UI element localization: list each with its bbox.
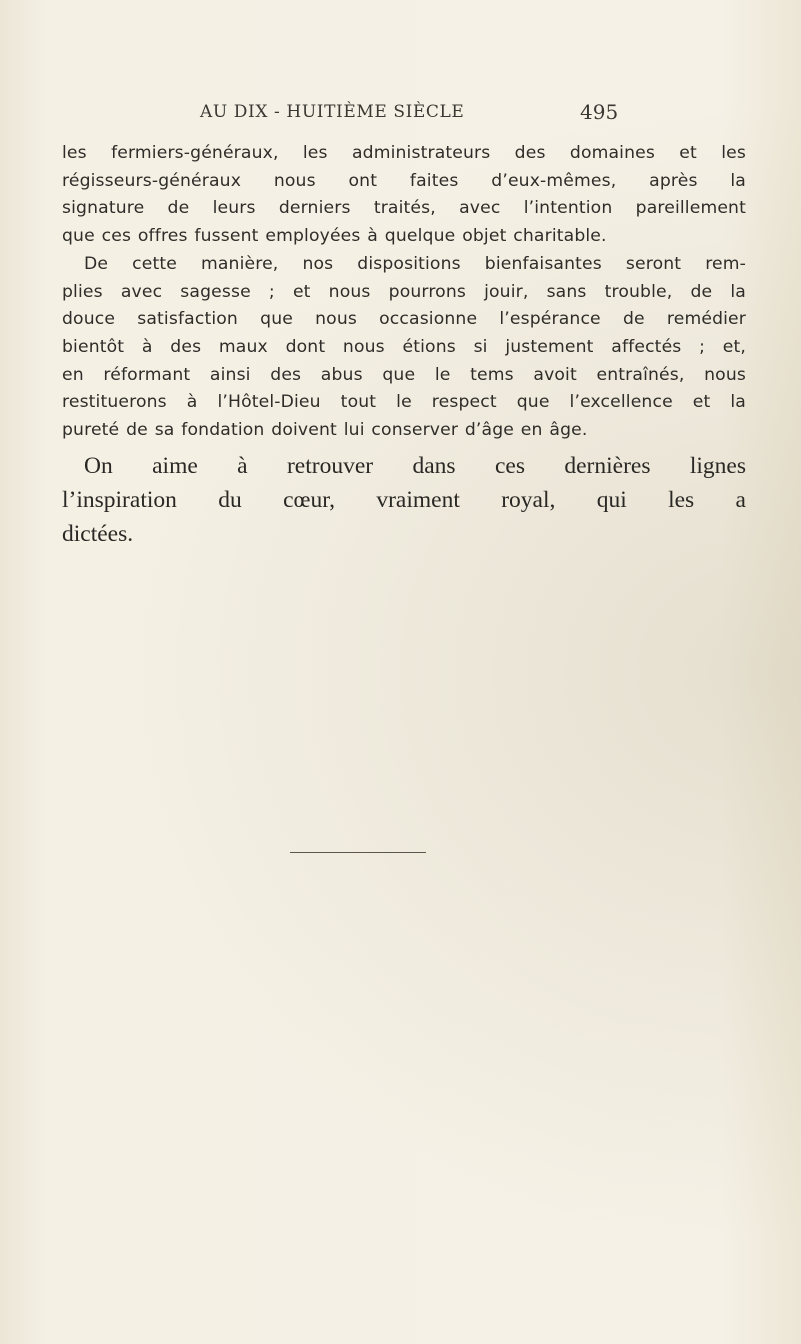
text-line: pureté de sa fondation doivent lui conserver d’âge en âge. xyxy=(62,420,588,441)
text-line: restituerons à l’Hôtel-Dieu tout le respect que l’excellence et la xyxy=(62,392,746,413)
page-number: 495 xyxy=(580,100,619,124)
text-line: l’inspiration du cœur, vraiment royal, qui les a xyxy=(62,486,746,513)
text-line: que ces offres fussent employées à quelque objet charitable. xyxy=(62,226,607,247)
paragraph-decree-continued xyxy=(62,140,746,251)
text-line: en réformant ainsi des abus que le tems avoit entraînés, nous xyxy=(62,364,746,385)
text-line: bientôt à des maux dont nous étions si justement affectés ; et, xyxy=(62,336,746,357)
section-end-rule xyxy=(290,852,426,853)
body-text xyxy=(62,140,746,551)
running-title: AU DIX - HUITIÈME SIÈCLE xyxy=(200,102,465,122)
paragraph-commentary xyxy=(62,449,746,551)
paragraph-decree-conclusion xyxy=(62,251,746,445)
text-line: régisseurs-généraux nous ont faites d’eux-mêmes, après la xyxy=(62,170,746,191)
text-line: dictées. xyxy=(62,520,134,547)
text-line: signature de leurs derniers traités, avec l’intention pareillement xyxy=(62,198,746,219)
text-line: plies avec sagesse ; et nous pourrons jouir, sans trouble, de la xyxy=(62,281,746,302)
running-head xyxy=(0,100,801,130)
text-line: douce satisfaction que nous occasionne l’espérance de remédier xyxy=(62,309,746,330)
text-line: De cette manière, nos dispositions bienfaisantes seront rem- xyxy=(84,253,746,274)
text-line: les fermiers-généraux, les administrateurs des domaines et les xyxy=(62,143,746,163)
text-line: On aime à retrouver dans ces dernières lignes xyxy=(84,452,746,479)
